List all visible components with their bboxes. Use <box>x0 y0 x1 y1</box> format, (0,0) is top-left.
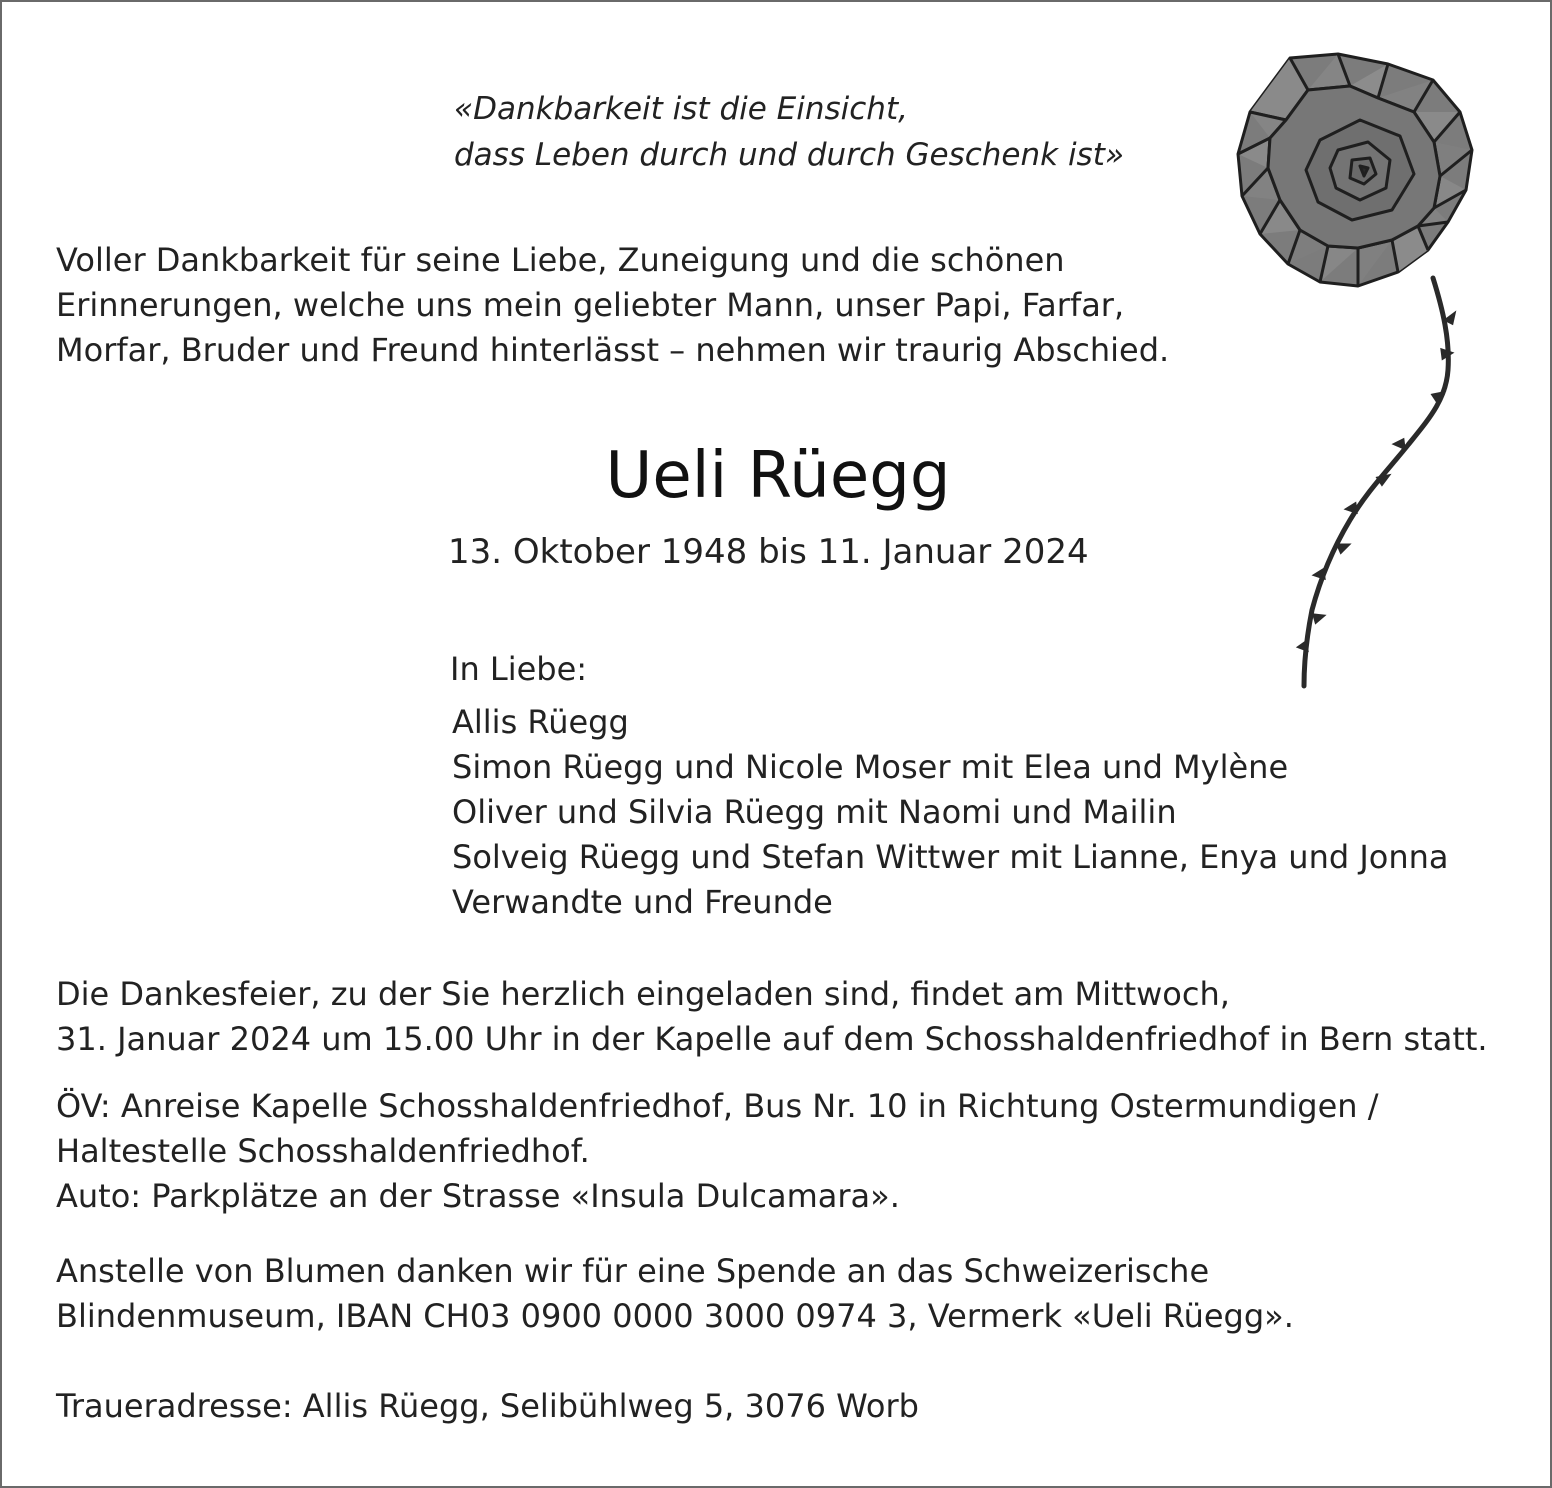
ceremony-line-2: 31. Januar 2024 um 15.00 Uhr in der Kapelle auf dem Schosshaldenfriedhof in Bern statt. <box>56 1020 1488 1058</box>
transit-line-1: ÖV: Anreise Kapelle Schosshaldenfriedhof, Bus Nr. 10 in Richtung Ostermundigen / <box>56 1087 1379 1125</box>
deceased-name: Ueli Rüegg <box>605 439 951 513</box>
ceremony-line-1: Die Dankesfeier, zu der Sie herzlich eingeladen sind, findet am Mittwoch, <box>56 975 1230 1013</box>
mourning-address: Traueradresse: Allis Rüegg, Selibühlweg 5, 3076 Worb <box>56 1387 919 1425</box>
mourner-name: Verwandte und Freunde <box>452 883 833 921</box>
mourner-name: Allis Rüegg <box>452 703 629 741</box>
mourner-name: Oliver und Silvia Rüegg mit Naomi und Mailin <box>452 793 1177 831</box>
quote-line-2: dass Leben durch und durch Geschenk ist» <box>454 137 1124 173</box>
transit-line-2: Haltestelle Schosshaldenfriedhof. <box>56 1132 590 1170</box>
life-dates: 13. Oktober 1948 bis 11. Januar 2024 <box>448 532 1089 572</box>
rose-drawing-icon <box>1228 50 1508 690</box>
mourner-name: Solveig Rüegg und Stefan Wittwer mit Lianne, Enya und Jonna <box>452 838 1449 876</box>
rose-stem <box>1304 278 1448 686</box>
transit-paragraph <box>56 1084 1378 1219</box>
mourners-label: In Liebe: <box>450 650 588 688</box>
intro-line-3: Morfar, Bruder und Freund hinterlässt – nehmen wir traurig Abschied. <box>56 331 1170 369</box>
ceremony-paragraph <box>56 972 1488 1062</box>
donation-line-2: Blindenmuseum, IBAN CH03 0900 0000 3000 0974 3, Vermerk «Ueli Rüegg». <box>56 1297 1294 1335</box>
donation-paragraph <box>56 1249 1294 1339</box>
quote <box>454 86 1124 178</box>
intro-line-1: Voller Dankbarkeit für seine Liebe, Zuneigung und die schönen <box>56 241 1065 279</box>
intro-paragraph <box>56 238 1169 373</box>
rose-head <box>1238 54 1472 286</box>
transit-line-3: Auto: Parkplätze an der Strasse «Insula Dulcamara». <box>56 1177 900 1215</box>
mourners-list <box>452 700 1449 925</box>
quote-line-1: «Dankbarkeit ist die Einsicht, <box>454 91 908 127</box>
donation-line-1: Anstelle von Blumen danken wir für eine Spende an das Schweizerische <box>56 1252 1210 1290</box>
intro-line-2: Erinnerungen, welche uns mein geliebter Mann, unser Papi, Farfar, <box>56 286 1125 324</box>
mourner-name: Simon Rüegg und Nicole Moser mit Elea und Mylène <box>452 748 1289 786</box>
